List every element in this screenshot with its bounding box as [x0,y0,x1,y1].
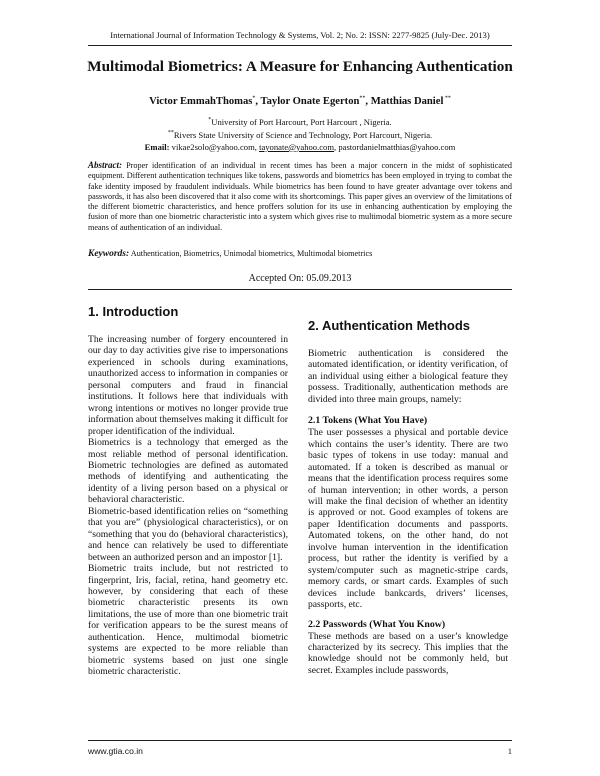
left-column [88,304,288,678]
affiliations [0,115,600,153]
author-2: Taylor Onate Egerton**, [260,95,371,107]
page-number: 1 [507,746,512,756]
accepted-date: Accepted On: 05.09.2013 [248,273,352,284]
passwords-paragraph: These methods are based on a user’s knowledge characterized by its secrecy. This implies that the knowledge should not be commonly held, but secret. Examples include passwords, [308,630,508,676]
subsection-heading-passwords: 2.2 Passwords (What You Know) [308,618,446,630]
abstract-label: Abstract: [88,160,123,170]
subsection-heading-tokens: 2.1 Tokens (What You Have) [308,415,428,427]
email-1: vikae2solo@yahoo.com, [171,141,257,152]
keywords-label: Keywords: [88,249,130,259]
section-heading-authentication: 2. Authentication Methods [308,318,471,333]
footer-site[interactable]: www.gtia.co.in [88,746,143,756]
affiliation-1: *University of Port Harcourt, Port Harcourt , Nigeria. [208,116,392,127]
author-3: Matthias Daniel ** [370,95,451,107]
email-3: , pastordanielmatthias@yahoo.com [334,141,456,152]
author-1: Victor EmmahThomas*, [149,95,261,107]
affiliation-2: **Rivers State University of Science and Technology, Port Harcourt, Nigeria. [167,130,433,141]
keywords-text: Authentication, Biometrics, Unimodal biometrics, Multimodal biometrics [130,249,373,258]
email-label: Email: [144,141,170,152]
accepted-rule [88,289,512,290]
running-header: International Journal of Information Technology & Systems, Vol. 2; No. 2: ISSN: 2277-9825 (July-Dec. 2013) [110,30,490,40]
header-rule [88,45,512,46]
section-heading-introduction: 1. Introduction [88,304,179,319]
email-link[interactable]: tayonate@yahoo.com [259,141,335,152]
footer-rule [88,740,512,741]
abstract [88,160,512,233]
intro-paragraph-3: Biometric-based identification relies on “something that you are” (physiological characteristics), or on “something that you do (behavioral characteristics), and hence can relatively be used to differentiate between an authorized person and an impostor [1]. [88,505,288,563]
intro-paragraph-1: The increasing number of forgery encountered in our day to day activities give rise to impersonations experienced in schools during examinations, unauthorized access to information in companies or personal computers and fraud in financial institutions. It follows here that individuals with wrong intentions or motives no longer provide true information about themselves making it difficult for proper identification of the individual. [88,334,288,437]
intro-paragraph-4: Biometric traits include, but not restricted to fingerprint, Iris, facial, retina, hand geometry etc. however, by considering that each of these biometric characteristic presents its own limitations, the use of more than one biometric trait for verification appears to be the surest means of authentication. Hence, multimodal biometric systems are expected to be more reliable than biometric systems based on just one single biometric characteristic. [88,563,288,678]
email-line [0,142,600,154]
right-column [308,318,508,676]
tokens-paragraph: The user possesses a physical and portable device which contains the user’s identity. There are two basic types of tokens in use today: manual and automated. If a token is described as manual or means that the identification process requires some of human intervention; in other words, a person will make the final decision of whether an identity is approved or not. Good examples of tokens are paper Identification documents and passports. Automated tokens, on the other hand, do not involve human intervention in the identification process, but rather the identity is verified by a system/computer such as magnetic-stripe cards, memory cards, or smart cards. Examples of such devices include bankcards, drivers’ licenses, passports, etc. [308,427,508,611]
author-list [0,91,600,109]
intro-paragraph-2: Biometrics is a technology that emerged as the most reliable method of personal identification. Biometric technologies are defined as automated methods of identifying and authenticating the identity of a living person based on a physical or behavioral characteristic. [88,437,288,506]
auth-paragraph-1: Biometric authentication is considered the automated identification, or identity verification, of an individual using either a biological feature they possess. Traditionally, authentication methods are divided into three main groups, namely: [308,348,508,405]
keywords [88,248,512,260]
paper-title: Multimodal Biometrics: A Measure for Enhancing Authentication [87,58,513,75]
abstract-text: Proper identification of an individual in recent times has been a major concern in the midst of sophisticated equipment. Different authentication techniques like tokens, passwords and biometrics has been employed in trying to combat the fake identity imposed by fraudulent individuals. While biometrics has been found to have greater advantage over tokens and passwords, it has also been discovered that it also come with its shortcomings. This paper gives an overview of the limitations of the different biometric characteristics, and hence proffers solution for its use in enhancing authentication by employing the fusion of more than one biometric characteristic into a system which gives rise to multimodal biometric system as a more secure means of authentication of an individual. [88,161,513,232]
